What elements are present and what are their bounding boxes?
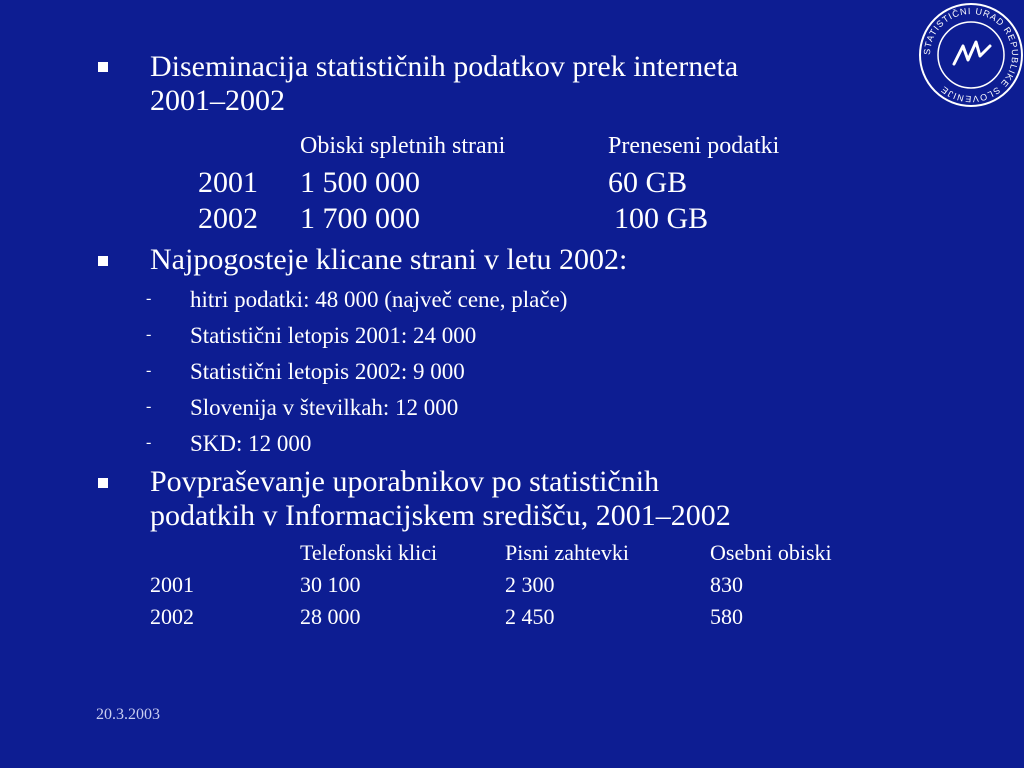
list-item: Statistični letopis 2002: 9 000 (190, 359, 465, 384)
logo-ring-text: STATISTIČNI URAD REPUBLIKE SLOVENIJE (921, 5, 1021, 105)
bullet3-line2: podatkih v Informacijskem središču, 2001–2002 (150, 499, 731, 532)
footer-date: 20.3.2003 (96, 706, 160, 723)
table2-header-visits: Osebni obiski (710, 540, 832, 565)
table2-row1-phone: 30 100 (300, 572, 361, 597)
dash-marker: - (146, 326, 152, 343)
table1-row1-visits: 1 500 000 (300, 166, 420, 199)
list-item: Statistični letopis 2001: 24 000 (190, 323, 477, 348)
bullet-square (98, 256, 108, 266)
dash-marker: - (146, 398, 152, 415)
bullet3-line1: Povpraševanje uporabnikov po statističnih (150, 465, 660, 498)
table1-header-visits: Obiski spletnih strani (300, 133, 506, 159)
bullet-square (98, 478, 108, 488)
bullet1-line2: 2001–2002 (150, 84, 285, 117)
table2-row1-year: 2001 (150, 572, 194, 597)
table2-row2-year: 2002 (150, 604, 194, 629)
table2-header-phone: Telefonski klici (300, 540, 438, 565)
table1-row2-data: 100 GB (614, 202, 709, 235)
table1-row2-year: 2002 (198, 202, 258, 235)
table1-row1-data: 60 GB (608, 166, 688, 199)
table2-header-written: Pisni zahtevki (505, 540, 630, 565)
list-item: SKD: 12 000 (190, 431, 312, 456)
table1-row2-visits: 1 700 000 (300, 202, 420, 235)
bullet2-text: Najpogosteje klicane strani v letu 2002: (150, 243, 628, 276)
table2-row1-visits: 830 (710, 572, 743, 597)
bullet-square (98, 62, 108, 72)
table2-row1-written: 2 300 (505, 572, 555, 597)
list-item: Slovenija v številkah: 12 000 (190, 395, 459, 420)
logo-seal (918, 2, 1024, 108)
list-item: hitri podatki: 48 000 (največ cene, plače) (190, 287, 568, 312)
dash-marker: - (146, 434, 152, 451)
dash-marker: - (146, 290, 152, 307)
bullet1-line1: Diseminacija statističnih podatkov prek interneta (150, 50, 739, 83)
table2-row2-phone: 28 000 (300, 604, 361, 629)
zigzag-graph-icon (954, 42, 990, 64)
table1-row1-year: 2001 (198, 166, 258, 199)
table2-row2-visits: 580 (710, 604, 743, 629)
dash-marker: - (146, 362, 152, 379)
table2-row2-written: 2 450 (505, 604, 555, 629)
table1-header-data: Preneseni podatki (608, 133, 780, 159)
